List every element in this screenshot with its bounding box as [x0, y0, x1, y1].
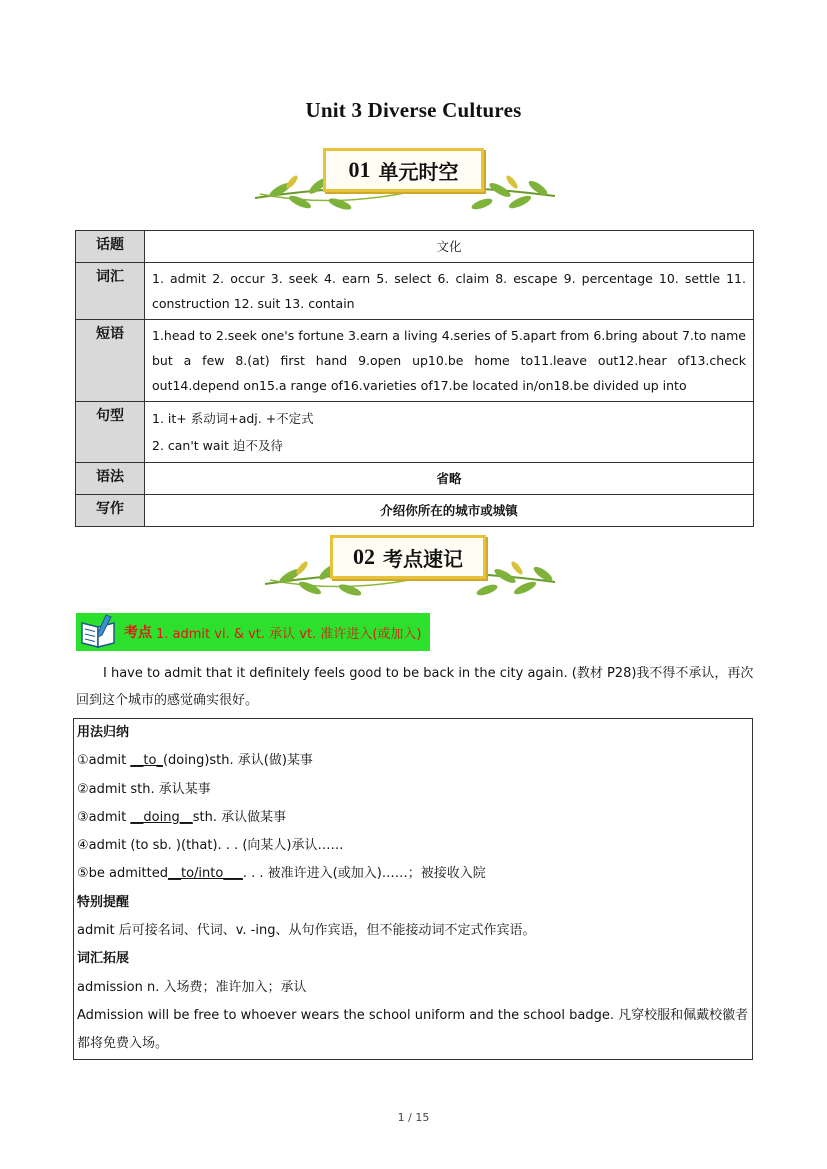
row-label: 短语 [76, 320, 145, 402]
table-row [76, 263, 754, 320]
grammar-value: 省略 [145, 463, 754, 495]
vocabulary-value: 1. admit 2. occur 3. seek 4. earn 5. select 6. claim 8. escape 9. percentage 10. settle 11. construction 12. suit 13. contain [145, 263, 754, 320]
usage-box [73, 718, 753, 1060]
table-row [76, 463, 754, 495]
table-row [76, 402, 754, 463]
usage-item [77, 804, 749, 832]
expansion-word: admission n. 入场费；准许加入；承认 [77, 979, 307, 995]
answer-blank: __to/into___ [167, 866, 243, 882]
usage-text: ①admit [77, 753, 131, 769]
row-label: 写作 [76, 495, 145, 527]
usage-text: . . . 被准许进入(或加入)……；被接收入院 [242, 866, 486, 882]
topic-value: 文化 [145, 231, 754, 263]
key-point-title: 1. admit vi. & vt. 承认 vt. 准许进入(或加入) [156, 626, 422, 642]
book-pen-icon [76, 613, 122, 651]
unit-summary-table [75, 230, 754, 527]
usage-item [77, 860, 749, 888]
sentence-pattern-1: 1. it+ 系动词+adj. +不定式 [152, 411, 314, 426]
expansion-example: Admission will be free to whoever wears the school uniform and the school badge. 凡穿校服和佩戴校徽者都将免费入场。 [77, 1007, 749, 1052]
usage-text: ③admit [77, 809, 131, 825]
usage-item [77, 747, 749, 775]
writing-value: 介绍你所在的城市或城镇 [145, 495, 754, 527]
usage-text: ⑤be admitted [77, 866, 168, 882]
row-label: 句型 [76, 402, 145, 463]
sentence-pattern-2: 2. can't wait 迫不及待 [152, 438, 283, 453]
row-label: 词汇 [76, 263, 145, 320]
table-row [76, 320, 754, 402]
usage-text: sth. 承认做某事 [192, 809, 287, 825]
reminder-heading: 特别提醒 [77, 894, 130, 910]
banner-text: 考点速记 [383, 546, 463, 571]
sentence-patterns-value [145, 402, 754, 463]
usage-item [77, 832, 749, 860]
key-point-tag: 考点 [124, 625, 152, 641]
expansion-heading: 词汇拓展 [77, 951, 130, 967]
usage-heading: 用法归纳 [77, 725, 130, 740]
usage-text: (doing)sth. 承认(做)某事 [162, 753, 313, 769]
usage-text: ④admit (to sb. )(that). . . (向某人)承认…… [77, 838, 344, 854]
table-row [76, 231, 754, 263]
banner-number: 01 [348, 157, 371, 182]
section-banner-01 [0, 146, 827, 218]
example-sentence: I have to admit that it definitely feels good to be back in the city again. (教材 P28)我不得不承认，再次回到这个城市的感觉确实很好。 [76, 666, 754, 708]
banner-number: 02 [353, 544, 375, 569]
answer-blank: __doing__ [130, 809, 193, 825]
row-label: 语法 [76, 463, 145, 495]
table-row [76, 495, 754, 527]
banner-text: 单元时空 [378, 159, 459, 184]
usage-item [77, 776, 749, 804]
usage-text: ②admit sth. 承认某事 [77, 781, 211, 797]
reminder-text: admit 后可接名词、代词、v. -ing、从句作宾语，但不能接动词不定式作宾语。 [77, 923, 536, 939]
page-number: 1 / 15 [397, 1111, 430, 1124]
banner-label [323, 148, 484, 192]
phrases-value: 1.head to 2.seek one's fortune 3.earn a living 4.series of 5.apart from 6.bring about 7.to name but a few 8.(at) first hand 9.open up10.be home to11.leave out12.hear of13.check out14.depend on15.a range of16.varieties of17.be located in/on18.be divided up into [145, 320, 754, 402]
section-banner-02 [0, 530, 827, 602]
page-title: Unit 3 Diverse Cultures [305, 98, 522, 122]
banner-label [330, 535, 486, 579]
answer-blank: __to_ [130, 753, 163, 769]
key-point-header [76, 612, 430, 652]
row-label: 话题 [76, 231, 145, 263]
key-point-label [122, 613, 430, 651]
